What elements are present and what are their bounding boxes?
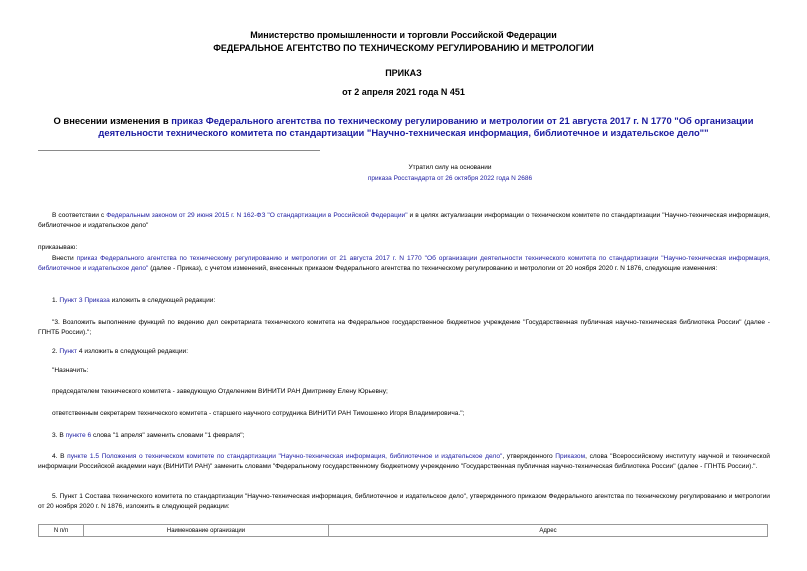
- paragraph-item-1: [38, 296, 770, 306]
- doc-type: ПРИКАЗ: [385, 68, 422, 78]
- clause-4-link[interactable]: Пункт: [59, 348, 78, 355]
- preamble-text-2: и в целях актуализации информации о техническом комитете по стандартизации "Научно-техническая информация, библиотечное и издательское дело": [38, 212, 770, 229]
- paragraph-item-5: 5. Пункт 1 Состава технического комитета по стандартизации "Научно-техническая информация, библиотечное и издательское дело", утвержденного приказом Федерального агентства по техническому регулированию и метрологии от 20 ноября 2020 г. N 1876, изложить в следующей редакции:: [38, 493, 770, 510]
- table-header-row: [39, 525, 768, 537]
- paragraph-item-1-quote: "3. Возложить выполнение функций по ведению дел секретариата технического комитета на Федеральное государственное бюджетное учреждение "Государственная публичная научно-техническая библиотека России" (далее - ГПНТБ России).";: [38, 319, 770, 336]
- status-note-line: Утратил силу на основании: [408, 164, 492, 171]
- separator-line: [38, 150, 320, 151]
- repeal-order-link[interactable]: приказа Росстандарта от 26 октября 2022 года N 2686: [367, 175, 533, 182]
- paragraph-changes: [38, 254, 770, 274]
- item1-text: изложить в следующей редакции:: [109, 297, 216, 304]
- doc-date-number: от 2 апреля 2021 года N 451: [342, 87, 465, 97]
- clause-1-5-link[interactable]: пункте 1.5 Положения о техническом комитете по стандартизации "Научно-техническая информация, библиотечное и издательское дело": [67, 453, 503, 460]
- agency-name: ФЕДЕРАЛЬНОЕ АГЕНТСТВО ПО ТЕХНИЧЕСКОМУ РЕГУЛИРОВАНИЮ И МЕТРОЛОГИИ: [213, 43, 594, 53]
- paragraph-preamble: [38, 211, 770, 231]
- clause-6-link[interactable]: пункте 6: [65, 432, 92, 439]
- federal-law-link[interactable]: Федеральным законом от 29 июня 2015 г. N 162-ФЗ "О стандартизации в Российской Федерации": [106, 212, 408, 219]
- item3-num: 3. В: [52, 432, 66, 439]
- changes-text-1: Внести: [52, 255, 77, 262]
- item2-text: 4 изложить в следующей редакции:: [77, 348, 189, 355]
- item4-text-2: , слова "Всероссийскому институту научной и технической информации Российской академии наук (ВИНИТИ РАН)" заменить словами "Федеральному государственному бюджетному учреждению "Государственная публичная научно-техническая библиотека России" (далее - ГПНТБ России).".: [38, 453, 770, 470]
- item4-text-1: , утвержденного: [502, 453, 556, 460]
- order-link[interactable]: Приказом: [555, 453, 586, 460]
- item4-num: 4. В: [52, 453, 68, 460]
- paragraph-secretary: ответственным секретарем технического комитета - старшего научного сотрудника ВИНИТИ РАН Тимошенко Игоря Владимировича.";: [52, 410, 465, 417]
- col-number-header: N п/п: [39, 525, 84, 537]
- title-prefix: О внесении изменения в: [53, 115, 172, 126]
- paragraph-chairman: председателем технического комитета - заведующую Отделением ВИНИТИ РАН Дмитриеву Елену Юрьевну;: [52, 388, 388, 395]
- item3-text: слова "1 апреля" заменить словами "1 февраля";: [91, 432, 245, 439]
- paragraph-appoint: "Назначить:: [52, 367, 89, 374]
- item2-num: 2.: [52, 348, 60, 355]
- col-address-header: Адрес: [329, 525, 768, 537]
- clause-3-link[interactable]: Пункт 3 Приказа: [59, 297, 110, 304]
- changes-text-2: (далее - Приказ), с учетом изменений, внесенных приказом Федерального агентства по техническому регулированию и метрологии от 20 ноября 2020 г. N 1876, следующие изменения:: [148, 265, 718, 272]
- order-1770-link[interactable]: приказ Федерального агентства по техническому регулированию и метрологии от 21 августа 2017 г. N 1770 "Об организации деятельности технического комитета по стандартизации "Научно-техническая информация, библиотечное и издательское дело": [38, 255, 770, 272]
- col-organization-header: Наименование организации: [84, 525, 329, 537]
- doc-title: [30, 115, 777, 139]
- title-order-link[interactable]: приказ Федерального агентства по техническому регулированию и метрологии от 21 августа 2017 г. N 1770 "Об организации деятельности технического комитета по стандартизации "Научно-техническая информация, библиотечное и издательское дело"": [98, 115, 754, 138]
- paragraph-item-4: [38, 452, 770, 472]
- paragraph-item-3: [38, 431, 770, 441]
- paragraph-order: приказываю:: [38, 244, 78, 251]
- organizations-table: [38, 524, 768, 537]
- item1-num: 1.: [52, 297, 60, 304]
- paragraph-item-2: [38, 347, 770, 357]
- preamble-text-1: В соответствии с: [52, 212, 107, 219]
- status-note: [250, 173, 650, 184]
- ministry-name: Министерство промышленности и торговли Российской Федерации: [250, 30, 557, 40]
